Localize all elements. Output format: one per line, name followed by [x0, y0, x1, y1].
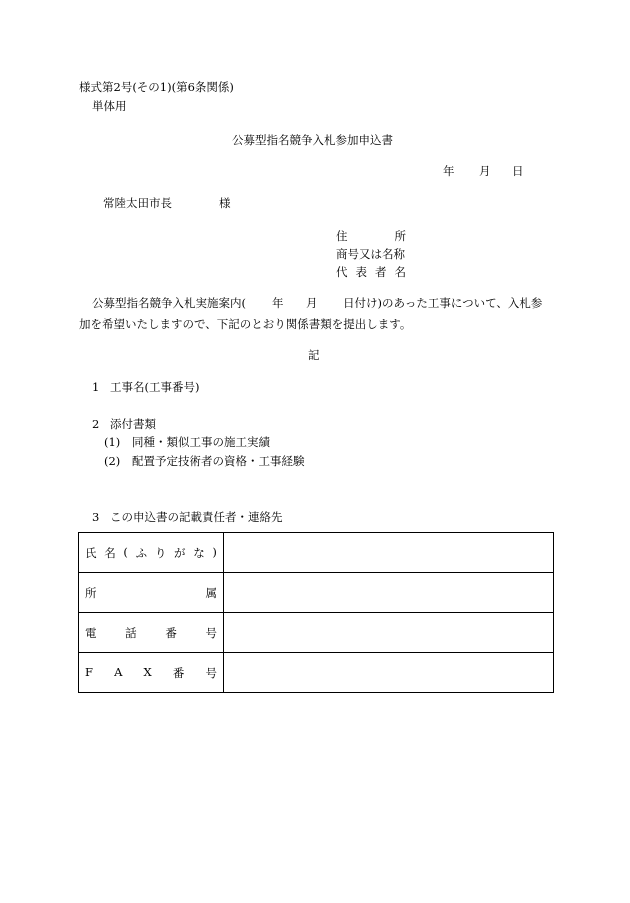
affiliation-label: 所 属	[79, 573, 224, 613]
form-number: 様式第2号(その1)(第6条関係)	[79, 80, 234, 94]
ki-heading: 記	[308, 348, 320, 362]
table-row	[79, 613, 554, 653]
body-line1-month: 月	[306, 296, 318, 310]
item2-sub2-number: (2)	[104, 454, 121, 468]
item1-label: 工事名(工事番号)	[110, 380, 200, 394]
body-line1-a: 公募型指名競争入札実施案内(	[92, 296, 246, 310]
body-line2: 加を希望いたしますので、下記のとおり関係書類を提出します。	[79, 317, 412, 331]
item2-sub1-number: (1)	[104, 435, 121, 449]
item2-sub2-label: 配置予定技術者の資格・工事経験	[132, 454, 305, 468]
fax-field[interactable]	[224, 653, 554, 693]
addressee-name: 常陸太田市長	[103, 196, 172, 210]
item2-sub1-label: 同種・類似工事の施工実績	[132, 435, 270, 449]
fax-label: F A X 番 号	[79, 653, 224, 693]
name-kana-label: 氏 名 ( ふ り が な )	[79, 533, 224, 573]
date-year: 年	[443, 164, 455, 178]
body-line1-b: 日付け)のあった工事について、入札参	[343, 296, 543, 310]
document-title: 公募型指名競争入札参加申込書	[232, 133, 393, 147]
contact-table	[78, 532, 554, 693]
table-row	[79, 573, 554, 613]
item2-number: 2	[92, 417, 100, 431]
item3-number: 3	[92, 510, 100, 524]
phone-field[interactable]	[224, 613, 554, 653]
date-month: 月	[479, 164, 491, 178]
table-row	[79, 533, 554, 573]
affiliation-field[interactable]	[224, 573, 554, 613]
applicant-address-label: 住 所	[336, 229, 406, 243]
item2-label: 添付書類	[110, 417, 156, 431]
item1-number: 1	[92, 380, 100, 394]
phone-label: 電 話 番 号	[79, 613, 224, 653]
applicant-company-label: 商号又は名称	[336, 247, 405, 261]
table-row	[79, 653, 554, 693]
date-day: 日	[512, 164, 524, 178]
applicant-representative-label: 代 表 者 名	[336, 265, 406, 279]
name-kana-field[interactable]	[224, 533, 554, 573]
form-type: 単体用	[92, 99, 127, 113]
item3-label: この申込書の記載責任者・連絡先	[110, 510, 283, 524]
body-line1-year: 年	[272, 296, 284, 310]
addressee-honorific: 様	[219, 196, 231, 210]
